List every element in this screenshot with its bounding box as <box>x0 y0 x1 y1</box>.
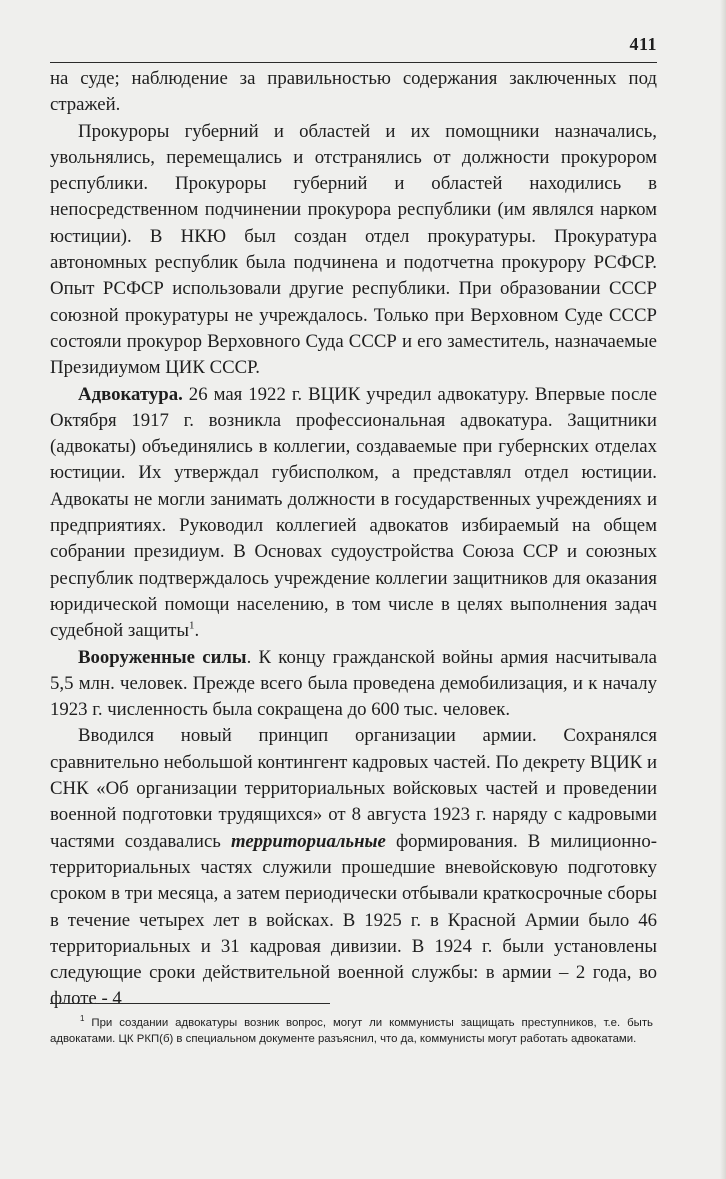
paragraph-tail: . <box>194 620 200 642</box>
runin-heading-armed-forces: Вооруженные силы <box>78 646 247 668</box>
scan-edge <box>720 0 726 1179</box>
footnote-reference: 1 <box>189 619 195 632</box>
paragraph-prosecutors <box>50 119 657 382</box>
paragraph-text: на суде; наблюдение за правильностью содержания заключенных под стражей. <box>50 68 657 116</box>
paragraph-advocacy <box>50 382 657 645</box>
runin-heading-advocacy: Адвокатура. <box>78 383 183 405</box>
paragraph-armed-forces <box>50 645 657 724</box>
footnote <box>50 1015 653 1048</box>
page-number: 411 <box>629 34 657 54</box>
emphasized-term: территориальные <box>230 830 386 852</box>
body-text <box>50 66 657 1013</box>
paragraph-text: формирования. В милиционно-территориальных частях служили прошедшие вневойсковую подготовку сроком в три месяца, а затем периодически отбывали краткосрочные сборы в течение четырех лет в войсках. В 1925 г. в Красной Армии было 46 территориальных и 31 кадровая дивизии. В 1924 г. были установлены следующие сроки действительной военной службы: в армии – 2 года, во флоте - 4 <box>50 830 657 1010</box>
header-rule <box>50 62 657 63</box>
footnote-text: При создании адвокатуры возник вопрос, могут ли коммунисты защищать преступников, т.е. быть адвокатами. ЦК РКП(б) в специальном документе разъяснил, что да, коммунисты могут работать адвокатами. <box>50 1017 653 1046</box>
paragraph-continuation <box>50 66 657 119</box>
paragraph-text: Прокуроры губерний и областей и их помощники назначались, увольнялись, перемещались и отстранялись от должности прокурором республики. Прокуроры губерний и областей находились в непосредственном подчинении прокурора республики (им являлся нарком юстиции). В НКЮ был создан отдел прокуратуры. Прокуратура автономных республик была подчинена и подотчетна прокурору РСФСР. Опыт РСФСР использовали другие республики. При образовании СССР союзной прокуратуры не учреждалось. Только при Верховном Суде СССР состояли прокурор Верховного Суда СССР и его заместитель, назначаемые Президиумом ЦИК СССР. <box>50 120 657 379</box>
footnote-mark: 1 <box>80 1014 85 1024</box>
footnote-rule <box>50 1003 330 1004</box>
paragraph-text: 26 мая 1922 г. ВЦИК учредил адвокатуру. Впервые после Октября 1917 г. возникла профессиональная адвокатура. Защитники (адвокаты) объединялись в коллегии, создаваемые при губернских отделах юстиции. Их утверждал губисполком, а представлял отдел юстиции. Адвокаты не могли занимать должности в государственных учреждениях и предприятиях. Руководил коллегией адвокатов избираемый на общем собрании президиум. В Основах судоустройства Союза ССР и союзных республик подтверждалось учреждение коллегии защитников для оказания юридической помощи населению, в том числе в целях выполнения задач судебной защиты <box>50 383 657 642</box>
paragraph-text: Вводился новый принцип организации армии. Сохранялся сравнительно небольшой контингент кадровых частей. По декрету ВЦИК и СНК «Об организации территориальных войсковых частей и проведении военной подготовки трудящихся» от 8 августа 1923 г. наряду с кадровыми частями создавались <box>50 725 657 852</box>
paragraph-text: . К концу гражданской войны армия насчитывала 5,5 млн. человек. Прежде всего была проведена демобилизация, и к началу 1923 г. численность была сокращена до 600 тыс. человек. <box>50 646 657 721</box>
paragraph-army-organization <box>50 723 657 1012</box>
